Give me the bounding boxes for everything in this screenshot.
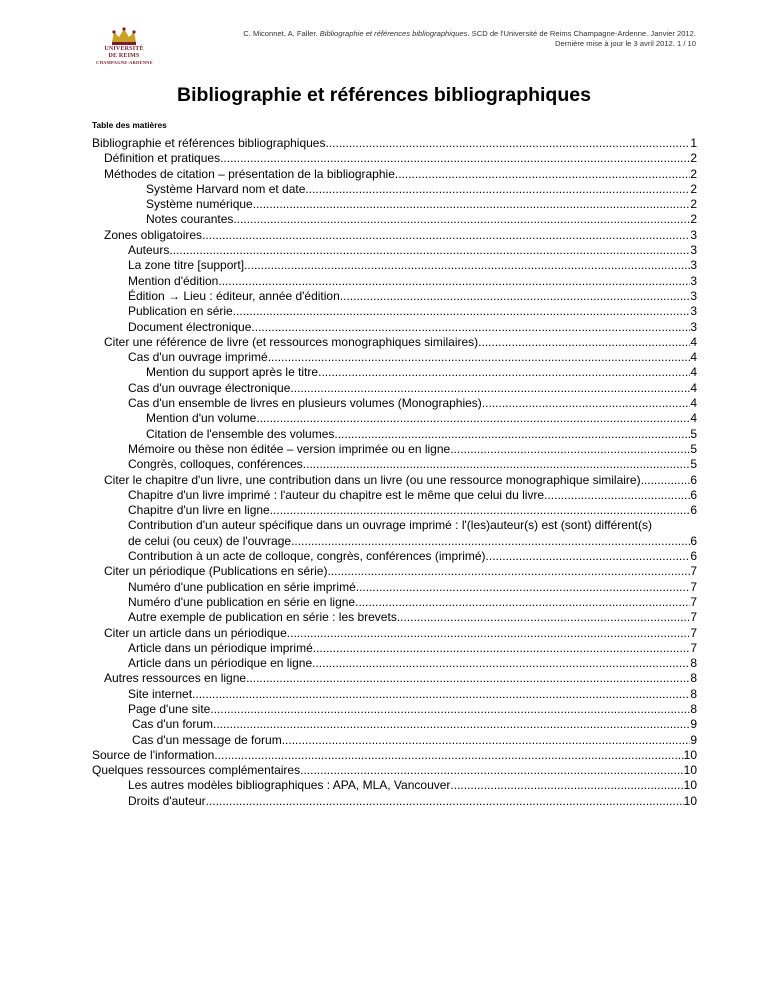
toc-entry[interactable]: Numéro d'une publication en série en ligne ..... 7 [92,595,697,610]
toc-entry[interactable]: Publication en série ..... 3 [92,304,697,319]
toc-entry[interactable]: Congrès, colloques, conférences ..... 5 [92,457,697,472]
header-publisher: . SCD de l'Université de Reims Champagne-Ardenne. Janvier 2012. [467,29,696,38]
toc-entry[interactable]: Mémoire ou thèse non éditée – version imprimée ou en ligne ..... 5 [92,442,697,457]
toc-entry[interactable]: Page d'une site ..... 8 [92,702,697,717]
toc-entry[interactable]: Contribution à un acte de colloque, congrès, conférences (imprimé) ..... 6 [92,549,697,564]
toc-entry[interactable]: Mention d'édition ..... 3 [92,274,697,289]
toc-entry[interactable]: Auteurs ..... 3 [92,243,697,258]
toc-entry[interactable]: Source de l'information ..... 10 [92,748,697,763]
toc-entry[interactable]: Notes courantes ..... 2 [92,212,697,227]
header-citation [243,29,696,39]
toc-entry[interactable]: Document électronique ..... 3 [92,320,697,335]
header-authors: C. Miconnet, A. Faller. [243,29,320,38]
toc-entry[interactable]: Édition → Lieu : éditeur, année d'édition. ..... 3 [92,289,697,304]
toc-entry[interactable]: Site internet ..... 8 [92,687,697,702]
toc-heading: Table des matières [92,120,167,130]
toc-entry[interactable]: de celui (ou ceux) de l'ouvrage ..... 6 [92,534,697,549]
toc-entry[interactable]: Zones obligatoires ..... 3 [92,228,697,243]
toc-entry[interactable]: Quelques ressources complémentaires ..... 10 [92,763,697,778]
toc-entry[interactable]: Cas d'un ouvrage imprimé ..... 4 [92,350,697,365]
toc-entry[interactable]: Citer une référence de livre (et ressources monographiques similaires) ..... 4 [92,335,697,350]
toc-entry[interactable]: Système numérique ..... 2 [92,197,697,212]
toc-entry[interactable]: Chapitre d'un livre imprimé : l'auteur du chapitre est le même que celui du livre ..... 6 [92,488,697,503]
toc-entry[interactable]: Cas d'un forum ..... 9 [92,717,697,732]
toc-entry[interactable]: Système Harvard nom et date ..... 2 [92,182,697,197]
toc-entry[interactable]: La zone titre [support] ..... 3 [92,258,697,273]
toc-entry[interactable]: Méthodes de citation – présentation de la bibliographie ..... 2 [92,167,697,182]
toc-entry[interactable]: Autre exemple de publication en série : les brevets ..... 7 [92,610,697,625]
toc-entry[interactable]: Citer un périodique (Publications en série) ..... 7 [92,564,697,579]
toc-entry[interactable]: Chapitre d'un livre en ligne ..... 6 [92,503,697,518]
toc-entry[interactable]: Cas d'un ensemble de livres en plusieurs volumes (Monographies) ..... 4 [92,396,697,411]
header-update: Dernière mise à jour le 3 avril 2012. 1 / 10 [555,39,696,48]
toc-entry[interactable]: Citer un article dans un périodique ..... 7 [92,626,697,641]
toc-entry[interactable]: Autres ressources en ligne ..... 8 [92,671,697,686]
toc-entry[interactable]: Article dans un périodique imprimé ..... 7 [92,641,697,656]
page-header [243,29,696,49]
toc-entry[interactable]: Mention d'un volume ..... 4 [92,411,697,426]
toc-entry[interactable]: Citation de l'ensemble des volumes ..... 5 [92,427,697,442]
crown-emblem-icon [109,26,139,46]
toc-entry[interactable]: Cas d'un ouvrage électronique ..... 4 [92,381,697,396]
toc-entry[interactable]: Citer le chapitre d'un livre, une contribution dans un livre (ou une ressource monographique similaire). ..... 6 [92,473,697,488]
toc-entry[interactable]: Mention du support après le titre ..... 4 [92,365,697,380]
page-title: Bibliographie et références bibliographiques [177,84,591,106]
logo-text-reims: DE REIMS [108,53,140,59]
toc-entry[interactable]: Cas d'un message de forum ..... 9 [92,733,697,748]
toc-entry[interactable]: Bibliographie et références bibliographiques ..... 1 [92,136,697,151]
logo-text-universite: UNIVERSITÉ [104,46,144,52]
toc-entry[interactable]: Définition et pratiques ..... 2 [92,151,697,166]
table-of-contents [92,136,697,809]
toc-entry-wrapped-line[interactable]: Contribution d'un auteur spécifique dans un ouvrage imprimé : l'(les)auteur(s) est (sont) différent(s) [128,518,652,533]
logo-text-region: CHAMPAGNE-ARDENNE [96,60,153,65]
toc-entry[interactable]: Article dans un périodique en ligne ..... 8 [92,656,697,671]
university-logo [96,26,152,66]
toc-entry[interactable]: Les autres modèles bibliographiques : APA, MLA, Vancouver ..... 10 [92,778,697,793]
header-doc-title: Bibliographie et références bibliographiques [319,29,468,38]
toc-entry[interactable]: Numéro d'une publication en série imprimé ..... 7 [92,580,697,595]
toc-entry[interactable]: Droits d'auteur ..... 10 [92,794,697,809]
